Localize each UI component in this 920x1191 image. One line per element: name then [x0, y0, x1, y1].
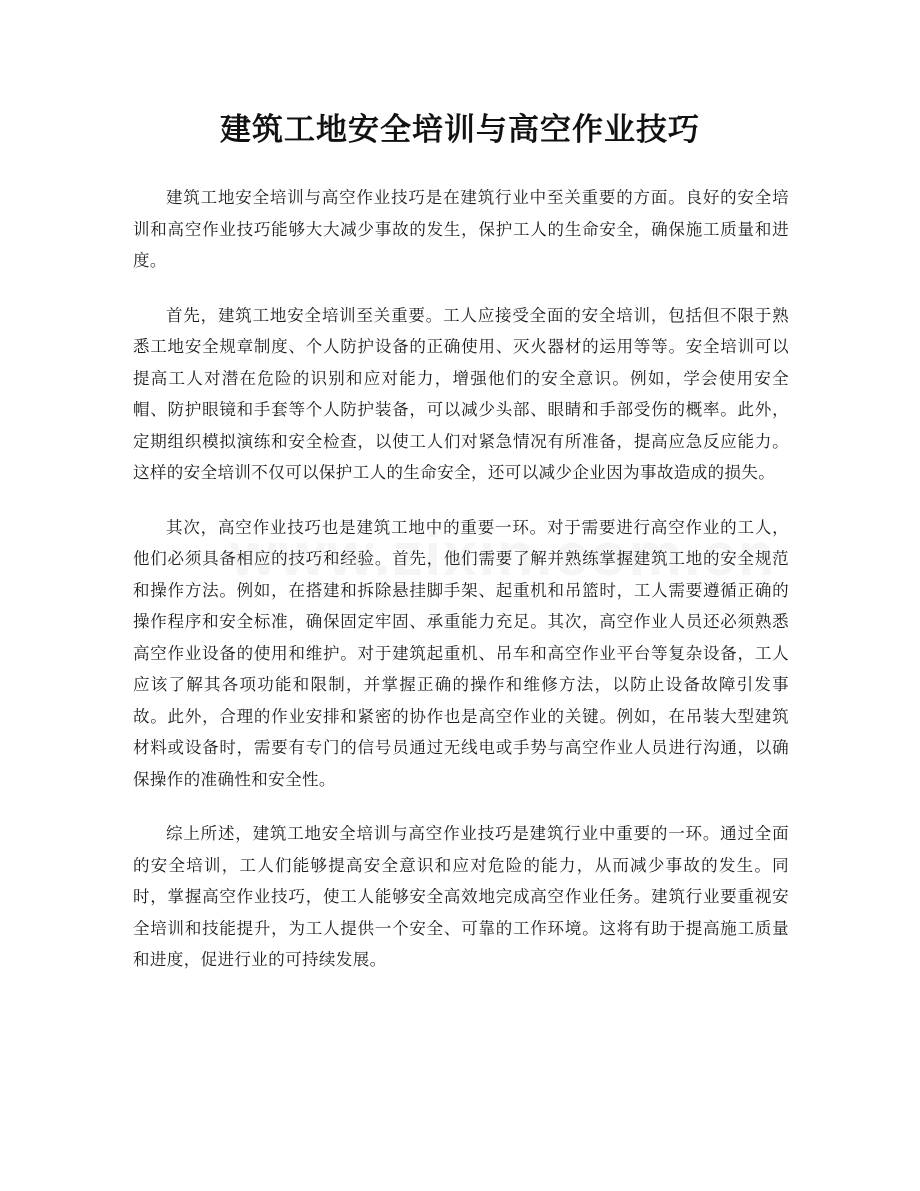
- paragraph-intro: 建筑工地安全培训与高空作业技巧是在建筑行业中至关重要的方面。良好的安全培训和高空作业技巧能够大大减少事故的发生，保护工人的生命安全，确保施工质量和进度。: [133, 188, 789, 270]
- paragraph-safety-training: 首先，建筑工地安全培训至关重要。工人应接受全面的安全培训，包括但不限于熟悉工地安全规章制度、个人防护设备的正确使用、灭火器材的运用等等。安全培训可以提高工人对潜在危险的识别和应对能力，增强他们的安全意识。例如，学会使用安全帽、防护眼镜和手套等个人防护装备，可以减少头部、眼睛和手部受伤的概率。此外，定期组织模拟演练和安全检查，以使工人们对紧急情况有所准备，提高应急反应能力。这样的安全培训不仅可以保护工人的生命安全，还可以减少企业因为事故造成的损失。: [133, 305, 789, 482]
- document-body: [133, 182, 789, 999]
- document-title: 建筑工地安全培训与高空作业技巧: [220, 112, 700, 148]
- paragraph-conclusion: 综上所述，建筑工地安全培训与高空作业技巧是建筑行业中重要的一环。通过全面的安全培训，工人们能够提高安全意识和应对危险的能力，从而减少事故的发生。同时，掌握高空作业技巧，使工人能够安全高效地完成高空作业任务。建筑行业要重视安全培训和技能提升，为工人提供一个安全、可靠的工作环境。这将有助于提高施工质量和进度，促进行业的可持续发展。: [133, 824, 789, 969]
- paragraph-work-at-height: 其次，高空作业技巧也是建筑工地中的重要一环。对于需要进行高空作业的工人，他们必须具备相应的技巧和经验。首先，他们需要了解并熟练掌握建筑工地的安全规范和操作方法。例如，在搭建和拆除悬挂脚手架、起重机和吊篮时，工人需要遵循正确的操作程序和安全标准，确保固定牢固、承重能力充足。其次，高空作业人员还必须熟悉高空作业设备的使用和维护。对于建筑起重机、吊车和高空作业平台等复杂设备，工人应该了解其各项功能和限制，并掌握正确的操作和维修方法，以防止设备故障引发事故。此外，合理的作业安排和紧密的协作也是高空作业的关键。例如，在吊装大型建筑材料或设备时，需要有专门的信号员通过无线电或手势与高空作业人员进行沟通，以确保操作的准确性和安全性。: [133, 517, 789, 789]
